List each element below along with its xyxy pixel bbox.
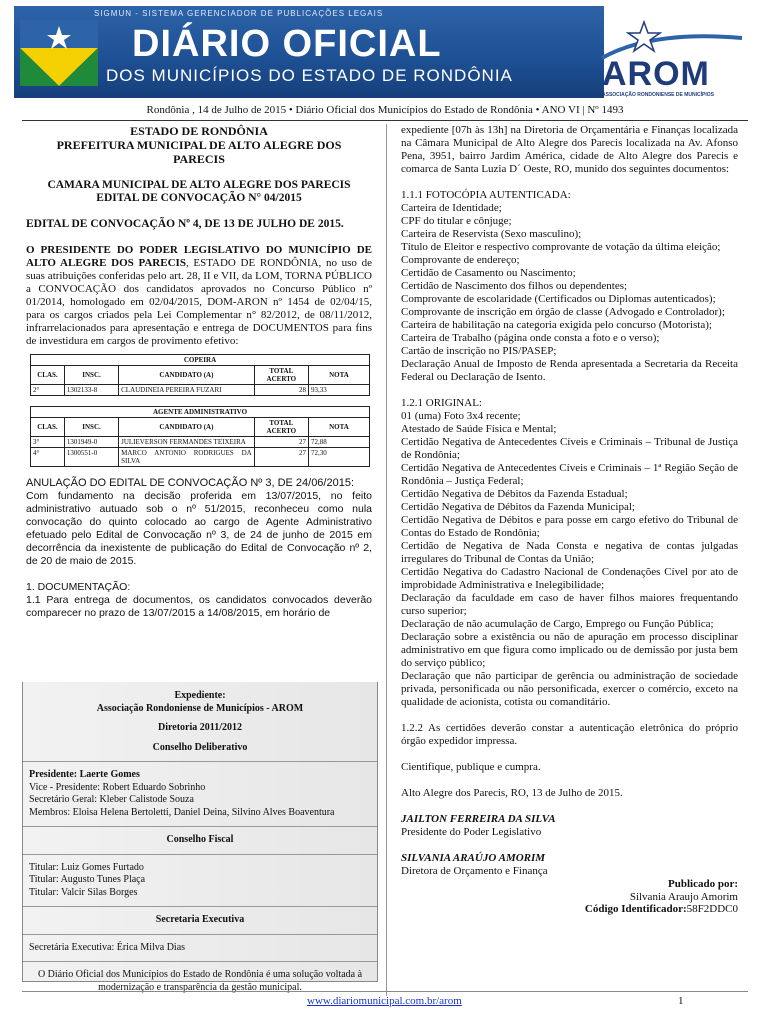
- signatory-1-name: JAILTON FERREIRA DA SILVA: [401, 813, 556, 825]
- page-number: 1: [678, 995, 684, 1007]
- copeira-table-wrap: [30, 354, 370, 396]
- document-list-item: Declaração que não participar de gerência ou administração de sociedade privada, personificada ou não personificada, exercer o comércio, exceto na qualidade de acionista, cotista ou comanditário.: [401, 670, 738, 708]
- table-row: [31, 448, 370, 467]
- table-cell: 1300551-0: [64, 448, 118, 467]
- table-row: [31, 385, 370, 396]
- table-header-cell: NOTA: [308, 366, 369, 385]
- document-list-item: Comprovante de escolaridade (Certificados ou Diplomas autenticados);: [401, 293, 716, 305]
- section-fotocopia-title: 1.1.1 FOTOCÓPIA AUTENTICADA:: [401, 189, 571, 201]
- expediente-divider: [23, 961, 377, 962]
- expediente-presidente: Presidente: Laerte Gomes: [29, 769, 140, 780]
- state-name: ESTADO DE RONDÔNIA: [130, 124, 268, 138]
- document-list-item: Certidão de Nascimento dos filhos ou dependentes;: [401, 280, 628, 292]
- table-header-row: [31, 418, 370, 437]
- expediente-vice: Vice - Presidente: Robert Eduardo Sobrinho: [29, 781, 206, 793]
- arom-logo-text: AROM: [602, 55, 710, 93]
- table-cell: 27: [254, 437, 308, 448]
- expediente-titular: Titular: Valcir Silas Borges: [29, 886, 138, 898]
- expediente-closing: O Diário Oficial dos Municípios do Estado de Rondônia é uma solução voltada à modernização e transparência da gestão municipal.: [37, 969, 363, 993]
- expediente-divider: [23, 906, 377, 907]
- table-cell: 2°: [31, 385, 65, 396]
- table-header-cell: CLAS.: [31, 366, 65, 385]
- table-header-cell: NOTA: [308, 418, 369, 437]
- document-list-item: Declaração Anual de Imposto de Renda apresentada a Secretaria da Receita Federal ou Declaração de Isento.: [401, 358, 738, 383]
- table-cell: 72,30: [308, 448, 369, 467]
- codigo-value: 58F2DDC0: [686, 903, 738, 915]
- masthead-banner: [14, 6, 756, 98]
- original-list: [401, 410, 738, 709]
- expediente-titular: Titular: Augusto Tunes Plaça: [29, 874, 146, 885]
- edital-title: EDITAL DE CONVOCAÇÃO Nº 4, DE 13 DE JULHO DE 2015.: [26, 218, 344, 230]
- table-cell: 93,33: [308, 385, 369, 396]
- expediente-divider: [23, 761, 377, 762]
- document-list-item: Certidão Negativa de Débitos e para posse em cargo efetivo do Tribunal de Contas do Estado de Rondônia;: [401, 514, 738, 539]
- conselho-fiscal-heading: Conselho Fiscal: [166, 834, 234, 845]
- document-list-item: Cartão de inscrição no PIS/PASEP;: [401, 345, 557, 357]
- masthead-topline: SIGMUN - SISTEMA GERENCIADOR DE PUBLICAÇÕES LEGAIS: [94, 9, 384, 18]
- star-swoosh-icon: [592, 20, 756, 60]
- expediente-secretario: Secretário Geral: Kleber Calistode Souza: [29, 794, 194, 805]
- intro-rest: , ESTADO DE RONDÔNIA, no uso de suas atribuições conferidas pelo art. 28, II e VII, da LOM, TORNA PÚBLICO a CONVOCAÇÃO dos candidatos aprovados no Concurso Público nº 01/2014, homologado em 02/04/2015, DOM-ARON nº 1454 de 02/04/15, para os cargos criados pela Lei Complementar n° 82/2012, de 08/11/2012, infrarrelacionados para apresentação e entrega de DOCUMENTOS para fins de investidura em cargos de provimento efetivo:: [26, 257, 372, 347]
- document-list-item: Certidão Negativa de Antecedentes Cíveis e Criminais – 1ª Região Seção de Rondônia – Justiça Federal;: [401, 462, 738, 487]
- signatory-1-role: Presidente do Poder Legislativo: [401, 826, 542, 838]
- prefeitura-name: PREFEITURA MUNICIPAL DE ALTO ALEGRE DOS PARECIS: [56, 138, 342, 166]
- footer-website-link[interactable]: www.diariomunicipal.com.br/arom: [307, 995, 462, 1007]
- copeira-table: [30, 354, 370, 396]
- expediente-titular: Titular: Luiz Gomes Furtado: [29, 861, 144, 873]
- document-list-item: Declaração de não acumulação de Cargo, Emprego ou Função Pública;: [401, 618, 714, 630]
- document-list-item: Comprovante de endereço;: [401, 254, 520, 266]
- table-cell: 4°: [31, 448, 65, 467]
- document-list-item: Certidão Negativa de Débitos da Fazenda Municipal;: [401, 501, 635, 513]
- expediente-divider: [23, 826, 377, 827]
- table-header-cell: TOTAL ACERTO: [254, 366, 308, 385]
- table-cell: 72,88: [308, 437, 369, 448]
- secretaria-executiva-heading: Secretaria Executiva: [155, 914, 245, 925]
- issuer-heading: [34, 124, 364, 166]
- table-caption: AGENTE ADMINISTRATIVO: [31, 407, 370, 418]
- table-header-cell: INSC.: [64, 418, 118, 437]
- edital-number: EDITAL DE CONVOCAÇÃO N° 04/2015: [96, 192, 302, 204]
- table-cell: CLAUDINEIA PEREIRA FUZARI: [119, 385, 255, 396]
- document-list-item: Atestado de Saúde Física e Mental;: [401, 423, 557, 435]
- expediente-divider: [23, 934, 377, 935]
- expediente-org: Associação Rondoniense de Municípios - AROM: [96, 702, 304, 714]
- document-list-item: Carteira de Identidade;: [401, 202, 502, 214]
- masthead-title: DIÁRIO OFICIAL: [132, 23, 442, 65]
- arom-logo-subtext: ASSOCIAÇÃO RONDONIENSE DE MUNICÍPIOS: [602, 92, 714, 98]
- document-list-item: Declaração da faculdade em caso de haver filhos maiores frequentando curso superior;: [401, 592, 738, 617]
- table-header-cell: TOTAL ACERTO: [254, 418, 308, 437]
- table-cell: 3°: [31, 437, 65, 448]
- agente-table-wrap: [30, 406, 370, 467]
- codigo-label: Código Identificador:: [584, 903, 687, 915]
- expediente-divider: [23, 854, 377, 855]
- place-date: Alto Alegre dos Parecis, RO, 13 de Julho de 2015.: [401, 787, 623, 799]
- agente-table: [30, 406, 370, 467]
- document-list-item: Certidão de Casamento ou Nascimento;: [401, 267, 576, 279]
- table-header-row: [31, 366, 370, 385]
- footer-divider: [22, 991, 748, 992]
- table-header-cell: CANDIDATO (A): [119, 418, 255, 437]
- document-list-item: Declaração sobre a existência ou não de apuração em processo disciplinar administrativo em que figura como implicado ou de demissão por justa bem do serviço público;: [401, 631, 738, 669]
- section-certidoes-note: 1.2.2 As certidões deverão constar a autenticação eletrônica do próprio órgão expedidor impressa.: [401, 722, 738, 747]
- document-list-item: CPF do titular e cônjuge;: [401, 215, 512, 227]
- section-original-title: 1.2.1 ORIGINAL:: [401, 397, 482, 409]
- expediente-membros: Membros: Eloisa Helena Bertoletti, Daniel Deina, Silvino Alves Boaventura: [29, 806, 335, 818]
- document-list-item: Comprovante de inscrição em órgão de classe (Advogado e Controlador);: [401, 306, 725, 318]
- table-cell: 28: [254, 385, 308, 396]
- documentacao-title: 1. DOCUMENTAÇÃO:: [26, 581, 131, 593]
- signatory-2-name: SILVANIA ARAÚJO AMORIM: [401, 852, 546, 864]
- cientifique-text: Cientifique, publique e cumpra.: [401, 761, 541, 773]
- table-header-cell: INSC.: [64, 366, 118, 385]
- issue-dateline: Rondônia , 14 de Julho de 2015 • Diário Oficial dos Municípios do Estado de Rondônia • ANO VI | Nº 1493: [146, 104, 624, 116]
- document-list-item: Certidão Negativa do Cadastro Nacional de Condenações Cível por ato de improbidade Administrativa e Inelegibilidade;: [401, 566, 738, 591]
- intro-paragraph: [26, 244, 372, 348]
- publication-info: [401, 878, 738, 916]
- signatory-2-role: Diretora de Orçamento e Finança: [401, 865, 548, 877]
- table-cell: JULIEVERSON FERMANDES TEIXEIRA: [119, 437, 255, 448]
- table-header-cell: CANDIDATO (A): [119, 366, 255, 385]
- table-cell: 1301949-0: [64, 437, 118, 448]
- right-intro: expediente [07h às 13h] na Diretoria de Orçamentária e Finanças localizada na Câmara Municipal de Alto Alegre dos Parecis localizada na Av. Afonso Pena, 3951, bairro Jardim América, cidade de Alto Alegre dos Parecis e comarca de Santa Luzia D´ Oeste, RO, munido dos seguintes documentos:: [401, 124, 738, 175]
- table-cell: MARCO ANTONIO RODRIGUES DA SILVA: [119, 448, 255, 467]
- table-cell: 27: [254, 448, 308, 467]
- masthead-subtitle: DOS MUNICÍPIOS DO ESTADO DE RONDÔNIA: [106, 66, 513, 85]
- document-list-item: Certidão Negativa de Antecedentes Cíveis e Criminais – Tribunal de Justiça de Rondônia;: [401, 436, 738, 461]
- document-list-item: Título de Eleitor e respectivo comprovante de votação da última eleição;: [401, 241, 721, 253]
- right-column: [401, 124, 738, 1004]
- rondonia-flag-icon: [20, 20, 98, 86]
- document-list-item: 01 (uma) Foto 3x4 recente;: [401, 410, 521, 422]
- conselho-deliberativo-heading: Conselho Deliberativo: [152, 741, 248, 753]
- document-list-item: Carteira de Trabalho (página onde consta a foto e o verso);: [401, 332, 660, 344]
- table-row: [31, 437, 370, 448]
- table-cell: 1302133-8: [64, 385, 118, 396]
- document-list-item: Carteira de Reservista (Sexo masculino);: [401, 228, 582, 240]
- publicado-label: Publicado por:: [668, 878, 738, 890]
- fotocopia-list: [401, 202, 738, 384]
- publicado-name: Silvania Araujo Amorim: [629, 890, 738, 903]
- expediente-title: Expediente:: [174, 690, 226, 701]
- arom-logo: [592, 20, 756, 100]
- document-list-item: Carteira de habilitação na categoria exigida pelo concurso (Motorista);: [401, 319, 712, 331]
- document-list-item: Certidão de Negativa de Nada Consta e negativa de contas julgadas irregulares do Tribunal de Contas da União;: [401, 540, 738, 565]
- expediente-box: [22, 682, 378, 993]
- documentacao-text: 1.1 Para entrega de documentos, os candidatos convocados deverão comparecer no prazo de 13/07/2015 a 14/08/2015, em horário de: [26, 594, 372, 619]
- document-list-item: Certidão Negativa de Débitos da Fazenda Estadual;: [401, 488, 628, 500]
- column-divider: [386, 124, 387, 996]
- anulacao-title: ANULAÇÃO DO EDITAL DE CONVOCAÇÃO Nº 3, DE 24/06/2015:: [26, 477, 355, 489]
- secretaria-executiva-name: Secretária Executiva: Érica Milva Dias: [29, 941, 186, 953]
- intro-bold: O PRESIDENTE DO PODER LEGISLATIVO DO MUNICÍPIO DE ALTO ALEGRE DOS PARECIS: [26, 244, 372, 269]
- expediente-diretoria: Diretoria 2011/2012: [158, 722, 242, 733]
- table-header-cell: CLAS.: [31, 418, 65, 437]
- header-divider: [22, 120, 748, 121]
- camara-name: CAMARA MUNICIPAL DE ALTO ALEGRE DOS PARECIS: [47, 179, 351, 191]
- table-caption: COPEIRA: [31, 355, 370, 366]
- anulacao-text: Com fundamento na decisão proferida em 13/07/2015, no feito administrativo autuado sob o nº 51/2015, reconheceu como nula convocação do quinto colocado ao cargo de Agente Administrativo efetuado pelo Edital de Convocação nº 3, de 24 de junho de 2015 em decorrência da inexistente de publicação do Edital de Convocação nº 2, de 20 de maio de 2015.: [26, 490, 372, 567]
